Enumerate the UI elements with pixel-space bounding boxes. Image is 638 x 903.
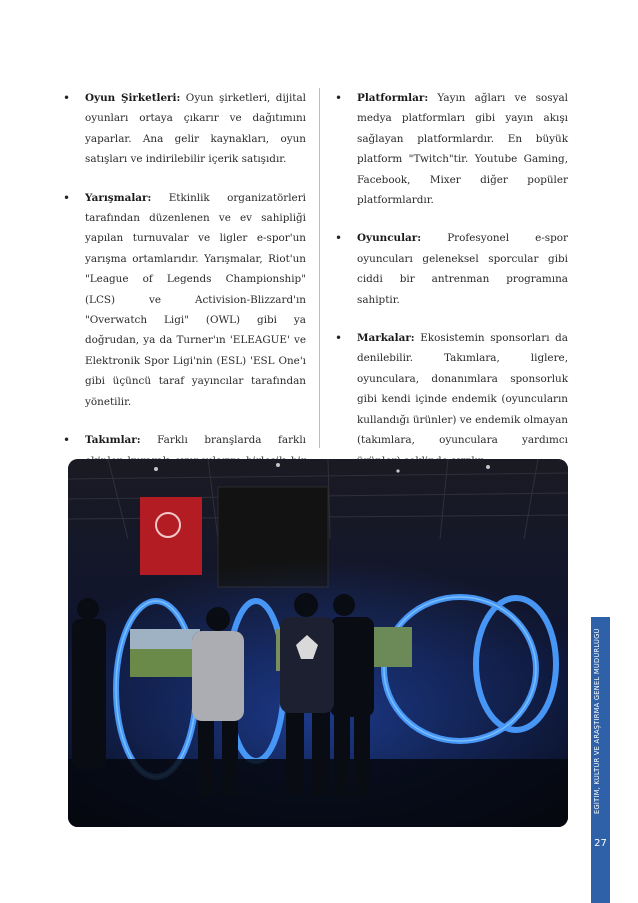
bullet-item-brands (335, 328, 568, 471)
page-number: 27 (594, 838, 607, 849)
term-label: Oyun Şirketleri: (85, 92, 181, 104)
bullet-dot: • (63, 91, 71, 105)
term-label: Markalar: (357, 332, 415, 345)
term-label: Yarışmalar: (85, 191, 152, 204)
term-description: Ekosistemin sponsorları da denilebilir. Takımlara, liglere, oyunculara, donanımlara sponsorluk gibi kendi içinde endemik (oyuncuların kullandığı ürünler) ve endemik olmayan (takımlara, oyunculara yardımcı (357, 332, 568, 447)
esports-event-photo (68, 459, 568, 827)
column-divider (319, 88, 320, 448)
term-description: Etkinlik organizatörleri tarafından düzenlenen ve ev sahipliği yapılan turnuvalar ve ligler e-spor'un yarışma ortamlarıdır. Yarışmalar, Riot'un "League of Legends Championship" (LCS) ve Activision-Blizzard'ın "Overwatch Ligi" (OWL) gibi ya doğrudan, ya da Turner'ın 'ELEAGUE' ve Elektronik Spor Ligi'nin (ESL) 'ESL One'ı gibi üçüncü taraf yayıncılar tarafından yönetilir. (85, 191, 306, 408)
bullet-item-competitions (63, 188, 306, 412)
bullet-item-players (335, 228, 568, 310)
bullet-dot: • (63, 190, 71, 205)
bullet-dot: • (335, 331, 343, 346)
bullet-item-game-companies (63, 88, 306, 170)
term-label: Oyuncular: (357, 232, 422, 245)
term-description: Yayın ağları ve sosyal medya platformları gibi yayın akışı sağlayan platformlardır. En büyük platform "Twitch"tir. Youtube Gaming, Facebook, Mixer diğer popüler platformlardır. (357, 92, 568, 207)
bullet-item-platforms (335, 88, 568, 210)
term-description: Profesyonel e-spor oyuncuları geleneksel sporcular gibi ciddi bir antrenman programına sahiptir. (357, 232, 568, 306)
bullet-dot: • (63, 433, 71, 448)
esports-arena-illustration (68, 459, 568, 827)
term-label: Platformlar: (357, 92, 429, 104)
term-label: Takımlar: (85, 434, 141, 447)
term-description: Oyun şirketleri, dijital oyunları ortaya çıkarır ve dağıtımını yaparlar. Ana gelir kaynakları, oyun satışları ve indirilebilir içerik satışıdır. (85, 92, 307, 166)
side-ministry-label: EĞİTİM, KÜLTÜR VE ARAŞTIRMA GENEL MÜDÜRLÜĞÜ (593, 628, 601, 814)
bullet-dot: • (335, 91, 343, 105)
term-description: Farklı branşlarda farklı (157, 434, 306, 447)
bullet-dot: • (335, 231, 343, 246)
